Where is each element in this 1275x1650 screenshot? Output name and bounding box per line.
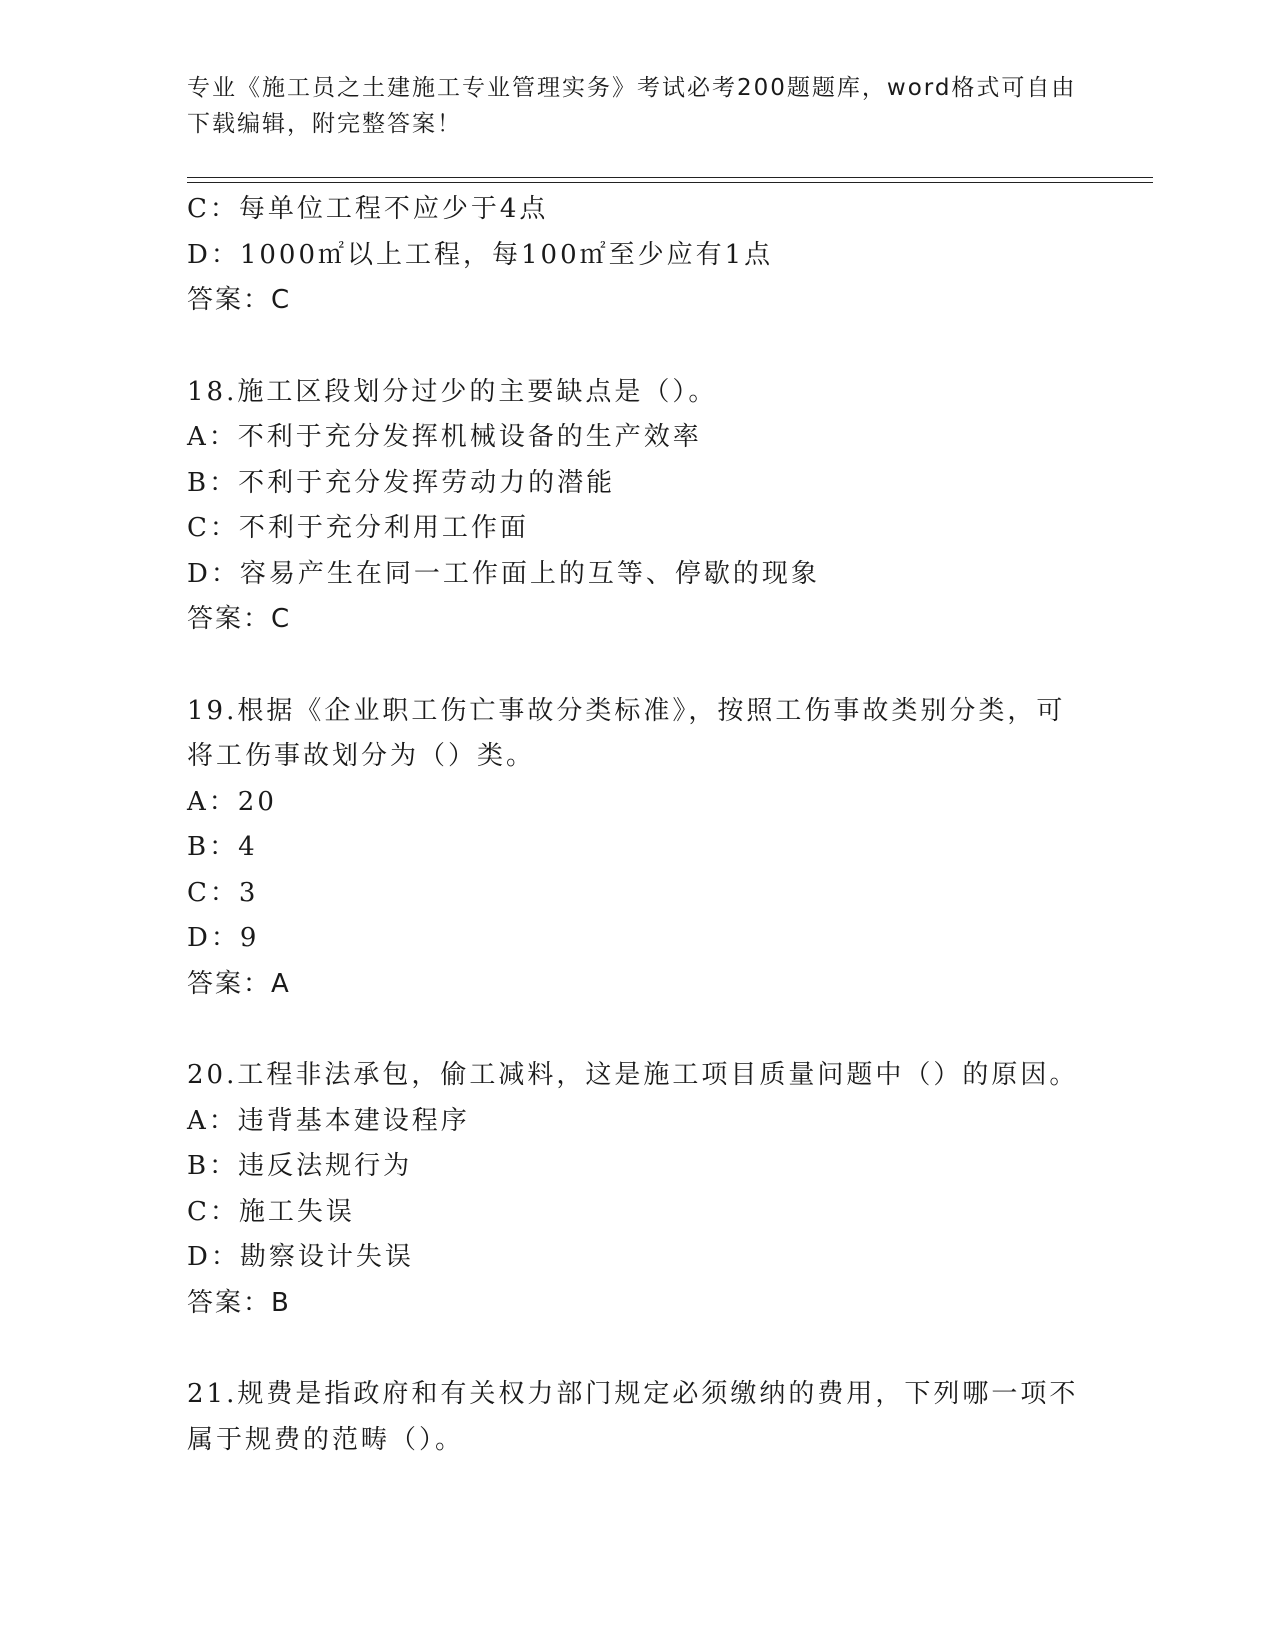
option-c: C：不利于充分利用工作面 (187, 513, 529, 543)
option-d: D：9 (187, 923, 260, 953)
question-18 (187, 370, 1087, 643)
header-line-2: 下载编辑，附完整答案！ (187, 111, 462, 137)
document-header (187, 70, 1087, 142)
option-a: A：不利于充分发挥机械设备的生产效率 (187, 422, 702, 452)
spacer (187, 1007, 1087, 1053)
option-c: C：每单位工程不应少于4点 (187, 194, 549, 224)
question-stem: 18.施工区段划分过少的主要缺点是（）。 (187, 376, 718, 407)
header-rule-bottom (187, 182, 1153, 183)
question-19 (187, 689, 1087, 1008)
question-stem-line-1: 19.根据《企业职工伤亡事故分类标准》，按照工伤事故类别分类，可 (187, 695, 1066, 726)
question-stem-line-2: 将工伤事故划分为（）类。 (187, 741, 536, 771)
question-21 (187, 1372, 1087, 1463)
option-c: C：3 (187, 877, 259, 908)
option-d: D：1000㎡以上工程，每100㎡至少应有1点 (187, 239, 774, 270)
question-stem: 20.工程非法承包，偷工减料，这是施工项目质量问题中（）的原因。 (187, 1060, 1079, 1090)
spacer (187, 324, 1087, 370)
answer: 答案：C (187, 285, 292, 315)
question-20 (187, 1053, 1087, 1326)
option-a: A：违背基本建设程序 (187, 1105, 470, 1136)
header-rule-top (187, 177, 1153, 178)
option-d: D：勘察设计失误 (187, 1242, 414, 1272)
answer: 答案：B (187, 1287, 291, 1318)
spacer (187, 1326, 1087, 1372)
option-b: B：违反法规行为 (187, 1151, 413, 1181)
option-d: D：容易产生在同一工作面上的互等、停歇的现象 (187, 558, 820, 589)
question-17-tail (187, 187, 1087, 324)
option-a: A：20 (187, 786, 277, 817)
header-line-1: 专业《施工员之土建施工专业管理实务》考试必考200题题库，word格式可自由 (187, 75, 1077, 101)
answer: 答案：C (187, 604, 292, 634)
option-b: B：不利于充分发挥劳动力的潜能 (187, 467, 616, 498)
question-stem-line-1: 21.规费是指政府和有关权力部门规定必须缴纳的费用，下列哪一项不 (187, 1379, 1079, 1409)
option-b: B：4 (187, 832, 258, 862)
answer: 答案：A (187, 968, 291, 999)
question-list (187, 187, 1087, 1463)
option-c: C：施工失误 (187, 1196, 355, 1227)
spacer (187, 643, 1087, 689)
question-stem-line-2: 属于规费的范畴（）。 (187, 1424, 465, 1455)
